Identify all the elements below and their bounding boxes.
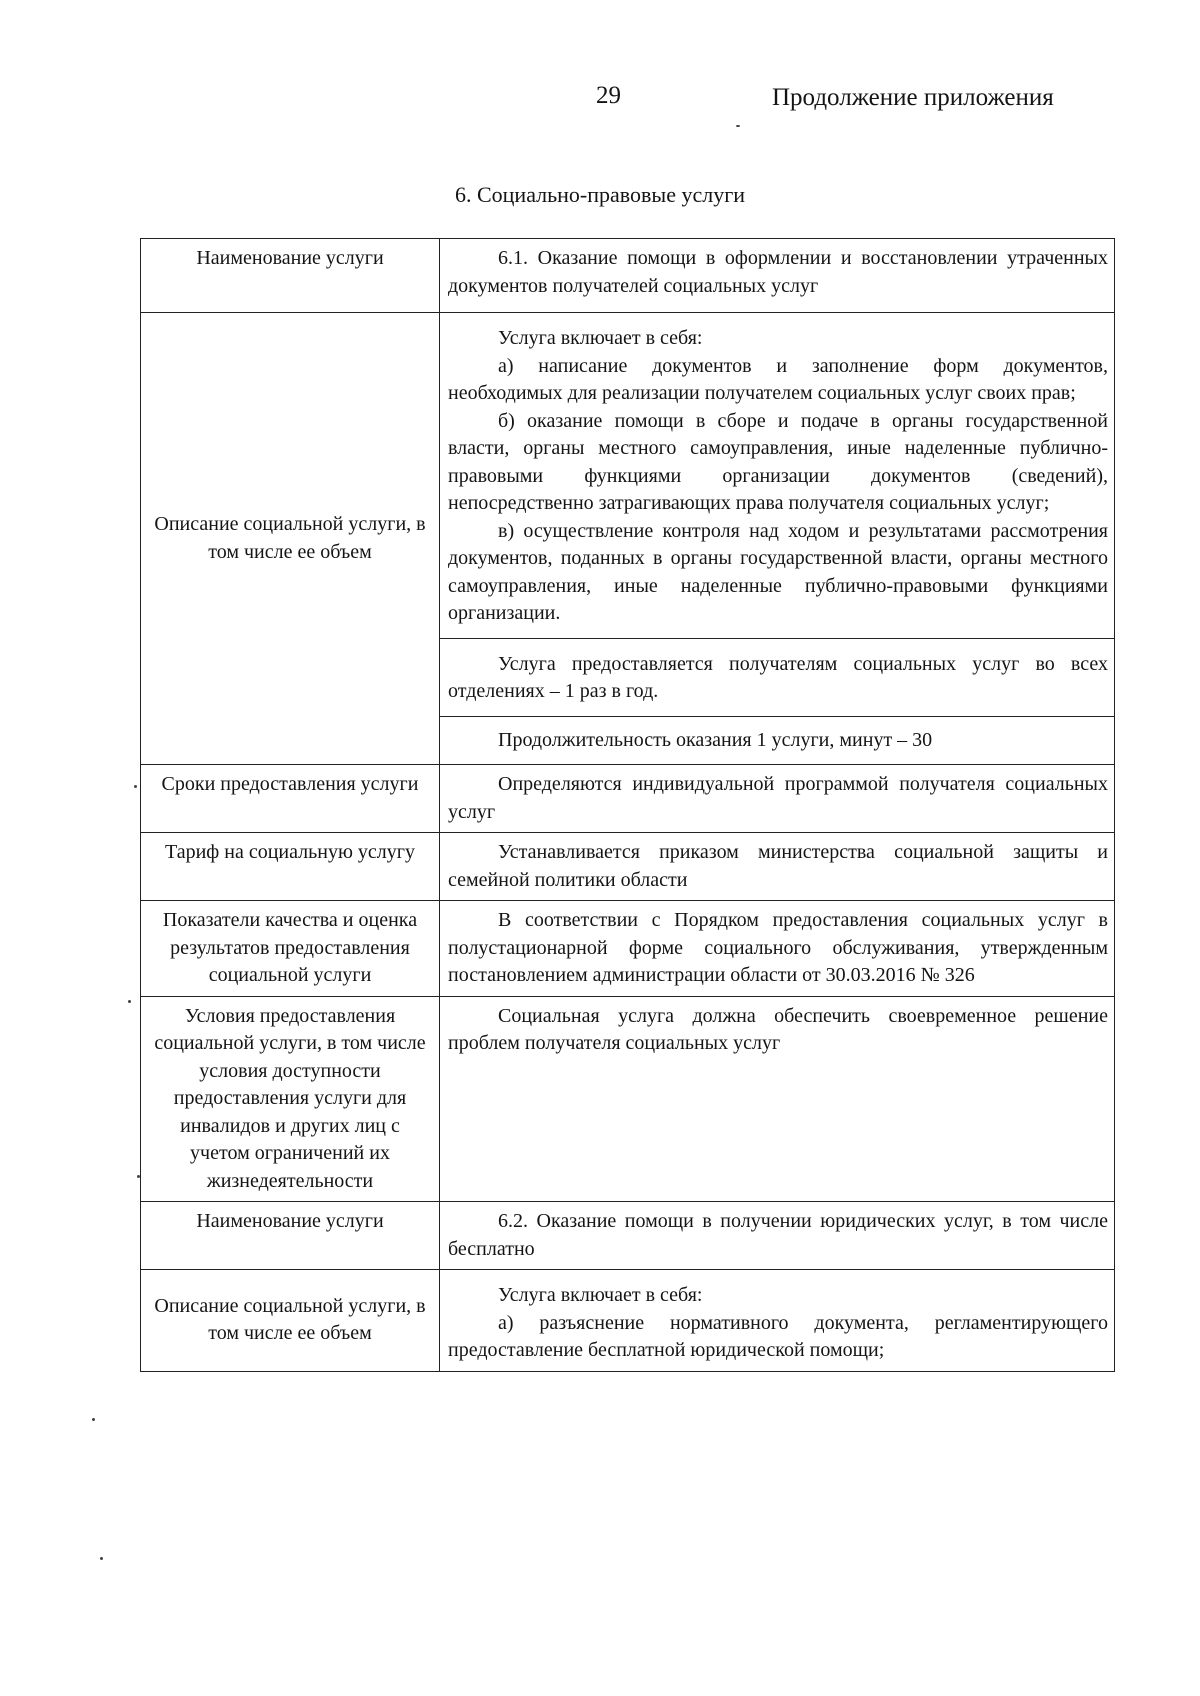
includes-item-a: а) написание документов и заполнение форм документов, необходимых для реализации получателем социальных услуг своих прав;: [448, 354, 1108, 404]
includes-intro: Услуга включает в себя:: [498, 327, 703, 349]
includes-intro-2: Услуга включает в себя:: [498, 1284, 703, 1306]
description-label-2: Описание социальной услуги, в том числе ее объем: [141, 1270, 440, 1372]
table-row: [141, 1202, 1115, 1270]
service-6-1-name: 6.1. Оказание помощи в оформлении и восстановлении утраченных документов получателей социальных услуг: [448, 247, 1108, 297]
quality-label: Показатели качества и оценка результатов предоставления социальной услуги: [141, 901, 440, 997]
service-6-2-name: 6.2. Оказание помощи в получении юридических услуг, в том числе бесплатно: [448, 1210, 1108, 1260]
scan-speck: [137, 1175, 140, 1178]
tariff-text: Устанавливается приказом министерства социальной защиты и семейной политики области: [448, 841, 1108, 891]
duration-cell: [440, 716, 1115, 765]
scan-speck: [92, 1418, 95, 1421]
table-row: [141, 765, 1115, 833]
section-title: 6. Социально-правовые услуги: [454, 182, 746, 207]
terms-cell: [440, 765, 1115, 833]
includes-item-c: в) осуществление контроля над ходом и результатами рассмотрения документов, поданных в органы государственной власти, органы местного самоуправления, иные наделенные публично-правовыми функциями организации.: [448, 519, 1108, 624]
quality-text: В соответствии с Порядком предоставления социальных услуг в полустационарной форме социального обслуживания, утвержденным постановлением администрации области от 30.03.2016 № 326: [448, 909, 1108, 986]
service-name-value-2: [440, 1202, 1115, 1270]
duration-text: Продолжительность оказания 1 услуги, минут – 30: [498, 728, 933, 751]
conditions-text: Социальная услуга должна обеспечить своевременное решение проблем получателя социальных услуг: [448, 1004, 1108, 1054]
provision-cell: [440, 638, 1115, 716]
table-row: [141, 996, 1115, 1202]
provision-text: Услуга предоставляется получателям социальных услуг во всех отделениях – 1 раз в год.: [448, 652, 1108, 702]
terms-text: Определяются индивидуальной программой получателя социальных услуг: [448, 773, 1108, 823]
scan-speck: [134, 785, 137, 788]
quality-cell: [440, 901, 1115, 997]
scan-speck: [736, 125, 740, 127]
service-name-value: [440, 239, 1115, 313]
continuation-heading: Продолжение приложения: [772, 84, 1054, 111]
conditions-cell: [440, 996, 1115, 1202]
scan-speck: [128, 1000, 131, 1003]
table-row: [141, 313, 1115, 639]
conditions-label: Условия предоставления социальной услуги, в том числе условия доступности предоставления услуги для инвалидов и других лиц с учетом ограничений их жизнедеятельности: [141, 996, 440, 1202]
includes-item-b: б) оказание помощи в сборе и подаче в органы государственной власти, органы местного самоуправления, иные наделенные публично-правовыми функциями организации документов (сведений), непосредственно затрагивающих права получателя социальных услуг;: [448, 409, 1108, 514]
table-row: [141, 833, 1115, 901]
tariff-cell: [440, 833, 1115, 901]
service-name-label-2: Наименование услуги: [141, 1202, 440, 1270]
description-includes-cell-2: [440, 1270, 1115, 1372]
table-row: [141, 901, 1115, 997]
description-label: Описание социальной услуги, в том числе ее объем: [141, 313, 440, 765]
terms-label: Сроки предоставления услуги: [141, 765, 440, 833]
includes-item-a-2: а) разъяснение нормативного документа, регламентирующего предоставление бесплатной юридической помощи;: [448, 1311, 1108, 1361]
page-number: 29: [596, 82, 621, 109]
service-name-label: Наименование услуги: [141, 239, 440, 313]
table-row: [141, 239, 1115, 313]
description-includes-cell: [440, 313, 1115, 639]
scan-speck: [100, 1557, 103, 1560]
services-table: [140, 238, 1115, 1372]
table-row: [141, 1270, 1115, 1372]
tariff-label: Тариф на социальную услугу: [141, 833, 440, 901]
